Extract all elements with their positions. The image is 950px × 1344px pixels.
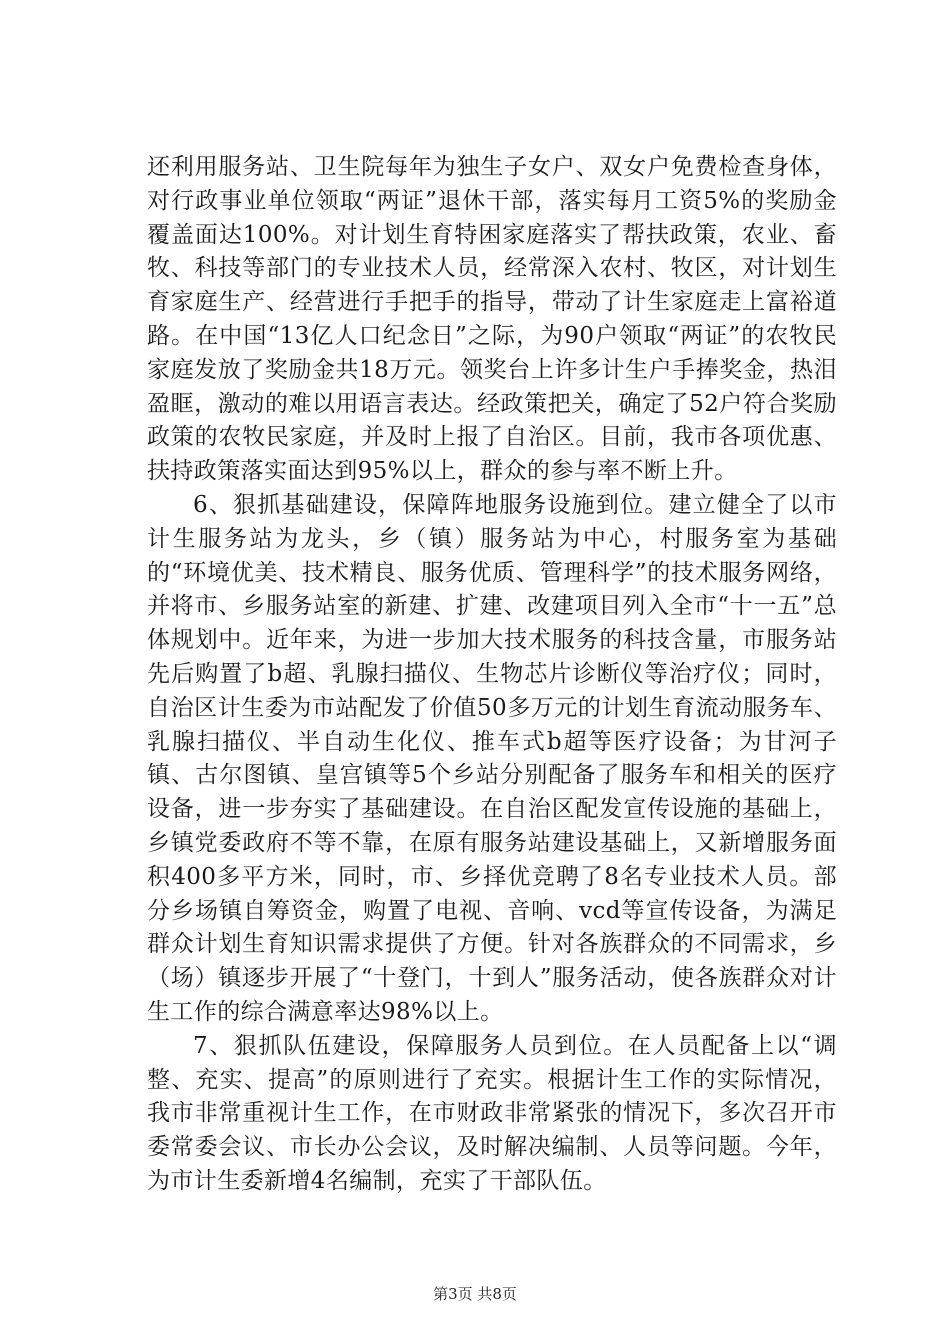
page-footer: 第3页 共8页 xyxy=(433,1285,517,1303)
paragraph-item-6: 6、狠抓基础建设，保障阵地服务设施到位。建立健全了以市计生服务站为龙头，乡（镇）服务站为中心，村服务室为基础的“环境优美、技术精良、服务优质、管理科学”的技术服务网络，并将市、乡服务站室的新建、扩建、改建项目列入全市“十一五”总体规划中。近年来，为进一步加大技术服务的科技含量，市服务站先后购置了b超、乳腺扫描仪、生物芯片诊断仪等治疗仪；同时，自治区计生委为市站配发了价值50多万元的计划生育流动服务车、乳腺扫描仪、半自动生化仪、推车式b超等医疗设备；为甘河子镇、古尔图镇、皇宫镇等5个乡站分别配备了服务车和相关的医疗设备，进一步夯实了基础建设。在自治区配发宣传设施的基础上，乡镇党委政府不等不靠，在原有服务站建设基础上，又新增服务面积400多平方米，同时，市、乡择优竞聘了8名专业技术人员。部分乡场镇自筹资金，购置了电视、音响、vcd等宣传设备，为满足群众计划生育知识需求提供了方便。针对各族群众的不同需求，乡（场）镇逐步开展了“十登门，十到人”服务活动，使各族群众对计生工作的综合满意率达98%以上。 xyxy=(147,491,837,1025)
paragraph-continued: 还利用服务站、卫生院每年为独生子女户、双女户免费检查身体，对行政事业单位领取“两证”退休干部，落实每月工资5%的奖励金覆盖面达100%。对计划生育特困家庭落实了帮扶政策，农业、畜牧、科技等部门的专业技术人员，经常深入农村、牧区，对计划生育家庭生产、经营进行手把手的指导，带动了计生家庭走上富裕道路。在中国“13亿人口纪念日”之际，为90户领取“两证”的农牧民家庭发放了奖励金共18万元。领奖台上许多计生户手捧奖金，热泪盈眶，激动的难以用语言表达。经政策把关，确定了52户符合奖励政策的农牧民家庭，并及时上报了自治区。目前，我市各项优惠、扶持政策落实面达到95%以上，群众的参与率不断上升。 xyxy=(147,154,837,485)
document-body xyxy=(147,151,837,1199)
paragraph-item-7: 7、狠抓队伍建设，保障服务人员到位。在人员配备上以“调整、充实、提高”的原则进行了充实。根据计生工作的实际情况，我市非常重视计生工作，在市财政非常紧张的情况下，多次召开市委常委会议、市长办公会议，及时解决编制、人员等问题。今年，为市计生委新增4名编制，充实了干部队伍。 xyxy=(147,1032,837,1194)
